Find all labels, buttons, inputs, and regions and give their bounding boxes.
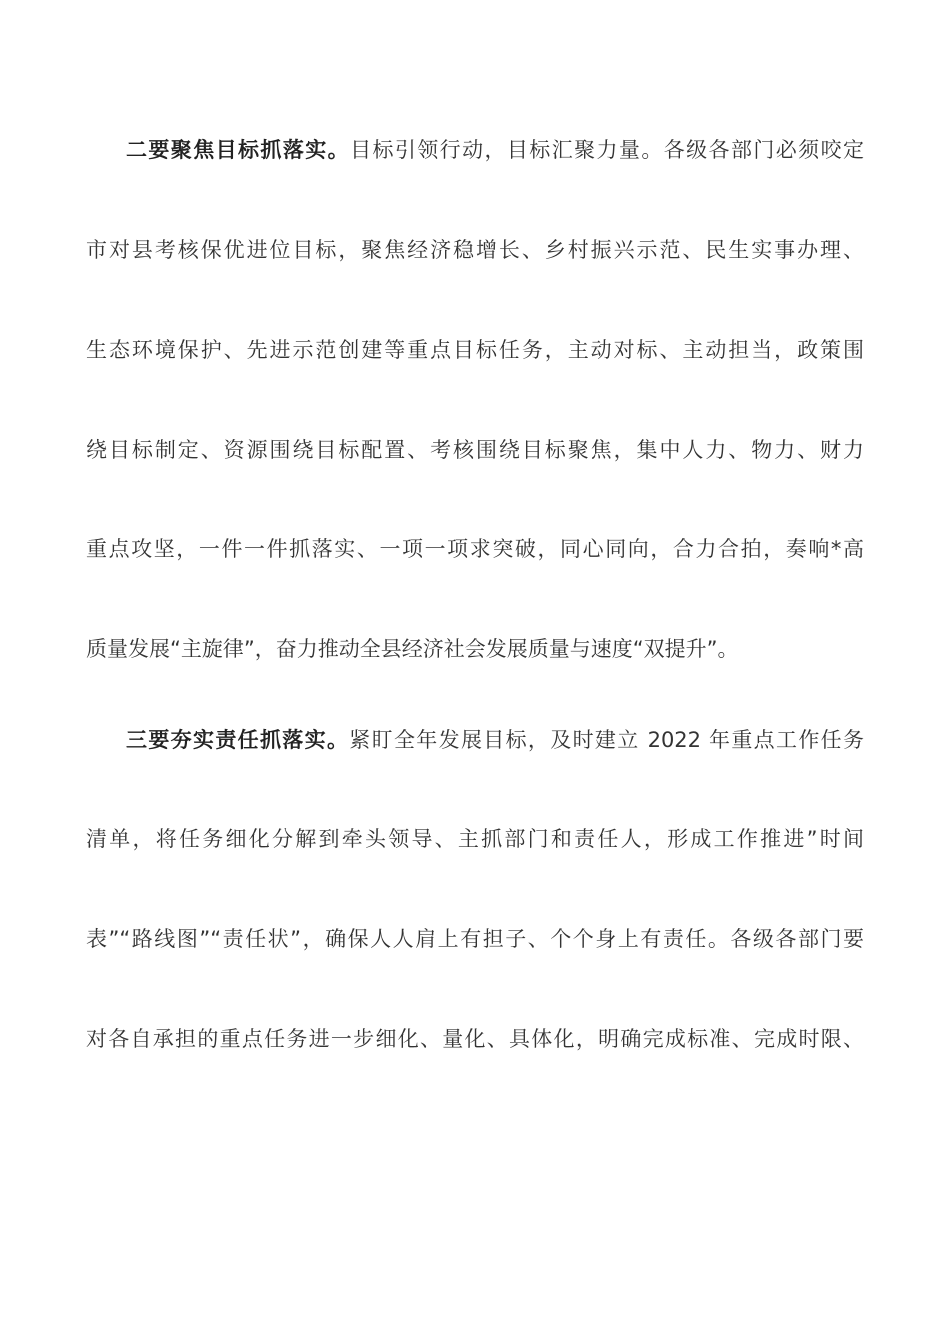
paragraph-1-line-3: 生态环境保护、先进示范创建等重点目标任务，主动对标、主动担当，政策围 <box>86 338 864 362</box>
paragraph-1-line-5: 重点攻坚，一件一件抓落实、一项一项求突破，同心同向，合力合拍，奏响*高 <box>86 537 864 561</box>
paragraph-2-line-2: 清单，将任务细化分解到牵头领导、主抓部门和责任人，形成工作推进”时间 <box>86 827 864 851</box>
paragraph-2-text: 紧盯全年发展目标，及时建立 2022 年重点工作任务 <box>349 728 865 752</box>
paragraph-2-line-1 <box>126 724 864 756</box>
paragraph-1-line-6: 质量发展“主旋律”，奋力推动全县经济社会发展质量与速度“双提升”。 <box>86 637 739 661</box>
paragraph-2-line-4: 对各自承担的重点任务进一步细化、量化、具体化，明确完成标准、完成时限、 <box>86 1027 864 1051</box>
paragraph-1-line-4: 绕目标制定、资源围绕目标配置、考核围绕目标聚焦，集中人力、物力、财力 <box>86 438 864 462</box>
paragraph-2-heading: 三要夯实责任抓落实。 <box>126 728 350 752</box>
paragraph-1-text: 目标引领行动，目标汇聚力量。各级各部门必须咬定 <box>350 138 864 162</box>
paragraph-2-line-3: 表”“路线图”“责任状”，确保人人肩上有担子、个个身上有责任。各级各部门要 <box>86 927 864 951</box>
paragraph-1-line-1 <box>126 134 864 166</box>
paragraph-1-heading: 二要聚焦目标抓落实。 <box>126 138 351 162</box>
paragraph-1-line-2: 市对县考核保优进位目标，聚焦经济稳增长、乡村振兴示范、民生实事办理、 <box>86 238 864 262</box>
